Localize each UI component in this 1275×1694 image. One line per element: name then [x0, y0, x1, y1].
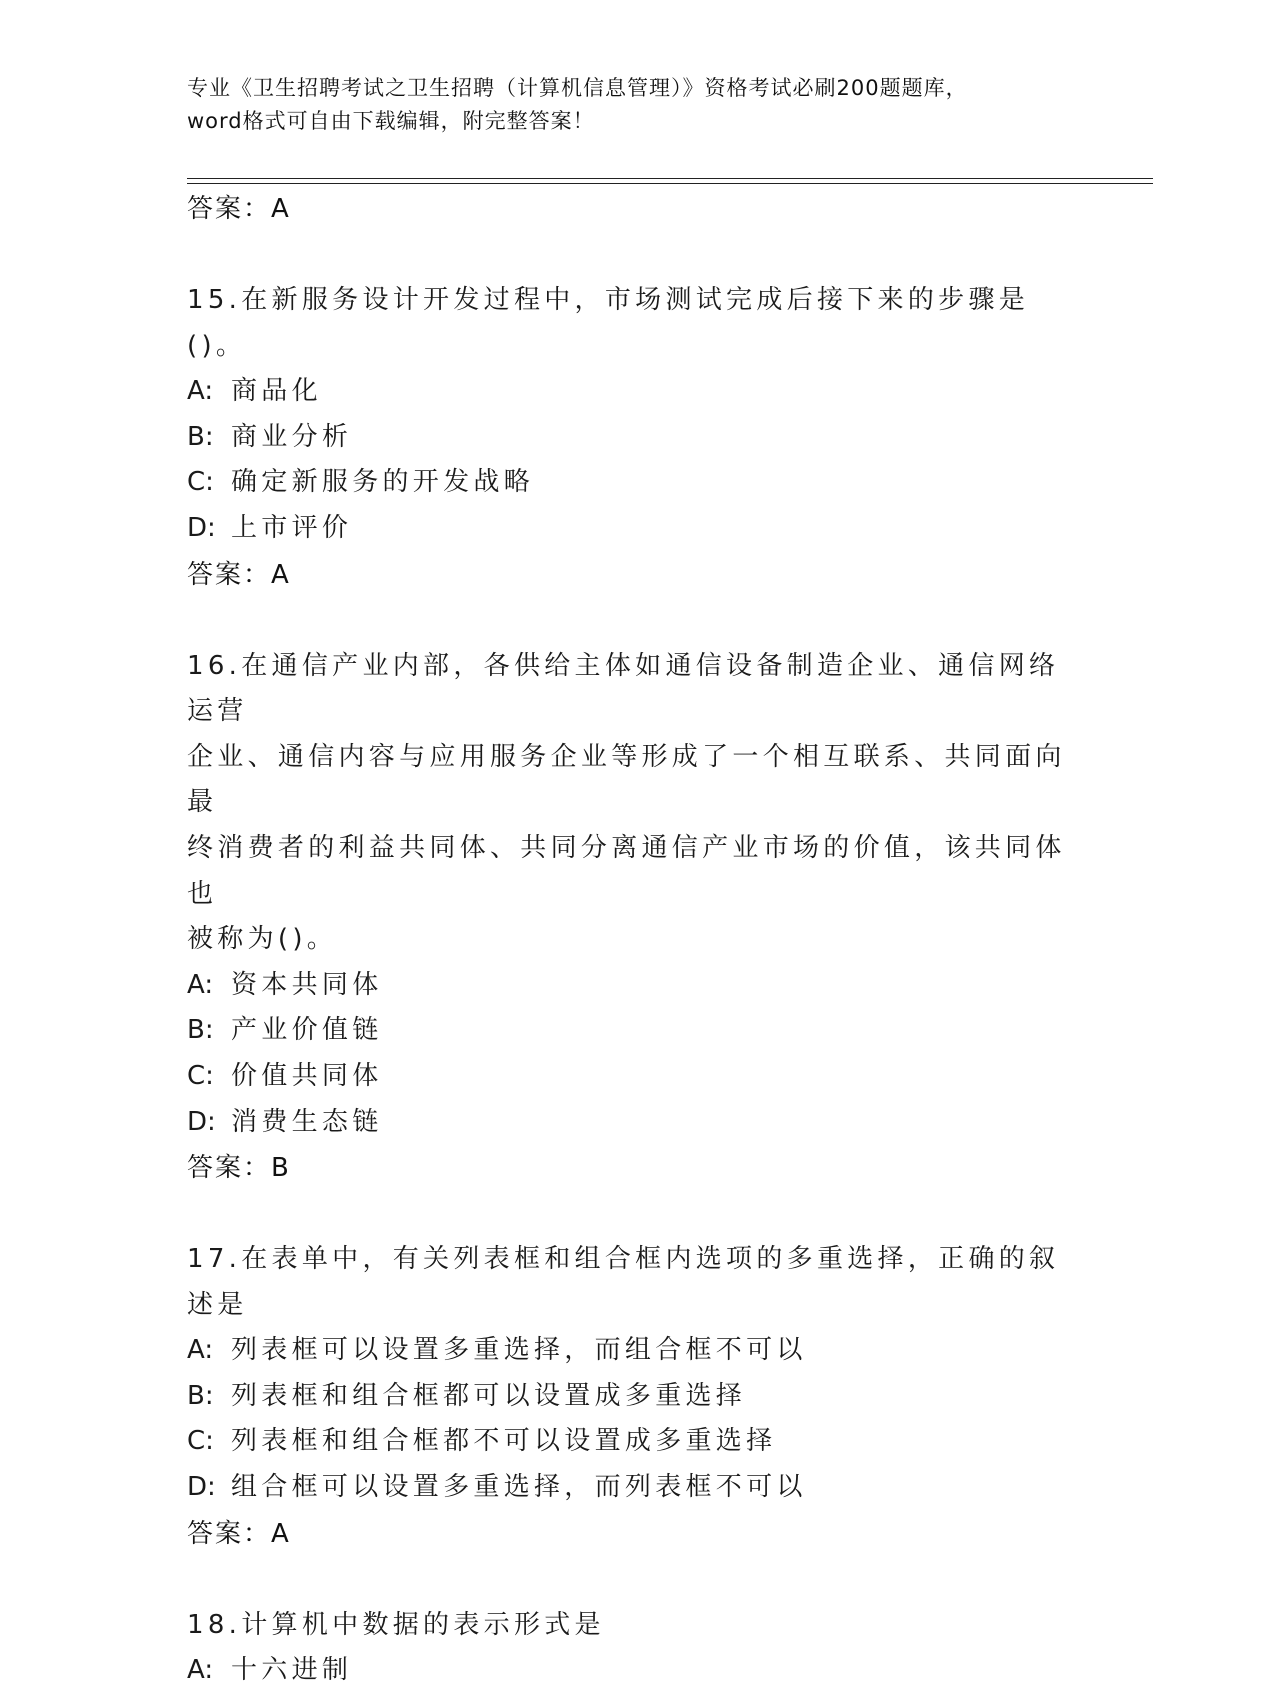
- option-text: 产业价值链: [231, 1015, 383, 1046]
- option-letter: C:: [187, 1426, 214, 1457]
- option-c: [187, 1419, 1087, 1465]
- question-text-line-2: 企业、通信内容与应用服务企业等形成了一个相互联系、共同面向最: [187, 741, 1066, 818]
- header-line-2: word格式可自由下载编辑，附完整答案！: [187, 109, 595, 133]
- question-16: [187, 644, 1087, 963]
- option-text: 商业分析: [231, 421, 353, 452]
- option-text: 列表框可以设置多重选择，而组合框不可以: [231, 1335, 807, 1366]
- question-number: 17.: [187, 1244, 242, 1275]
- question-text-line-4: 被称为()。: [187, 924, 338, 955]
- option-a: [187, 1328, 1087, 1374]
- option-text: 列表框和组合框都可以设置成多重选择: [231, 1380, 747, 1411]
- question-text: 18.计算机中数据的表示形式是: [187, 1609, 605, 1640]
- answer-label: 答案：: [187, 194, 272, 224]
- option-text: 资本共同体: [231, 969, 383, 1000]
- header-rule-bottom: [187, 183, 1153, 184]
- option-b: [187, 1374, 1087, 1420]
- answer-value: A: [271, 194, 291, 224]
- answer-label: 答案：: [187, 1153, 272, 1184]
- option-text: 价值共同体: [231, 1060, 383, 1091]
- option-letter: C:: [187, 1060, 214, 1091]
- question-text: 17.在表单中，有关列表框和组合框内选项的多重选择，正确的叙述是: [187, 1244, 1060, 1320]
- option-letter: A:: [187, 969, 214, 1000]
- option-letter: C:: [187, 467, 214, 498]
- question-number: 18.: [187, 1609, 242, 1640]
- answer-label: 答案：: [187, 559, 272, 590]
- option-d: [187, 506, 1087, 552]
- question-text-line-1: 16.在通信产业内部，各供给主体如通信设备制造企业、通信网络运营: [187, 650, 1060, 727]
- answer-value: A: [271, 1518, 291, 1549]
- option-letter: A:: [187, 376, 214, 407]
- answer-value: B: [271, 1153, 291, 1184]
- answer-line: [187, 552, 1087, 598]
- header-rule-top: [187, 178, 1153, 179]
- option-b: [187, 415, 1087, 461]
- option-letter: D:: [187, 1106, 216, 1137]
- option-text: 组合框可以设置多重选择，而列表框不可以: [231, 1472, 807, 1503]
- option-letter: B:: [187, 1015, 214, 1046]
- option-d: [187, 1465, 1087, 1511]
- option-b: [187, 1008, 1087, 1054]
- question-15: [187, 278, 1087, 369]
- option-letter: D:: [187, 1472, 216, 1503]
- question-text: 15.在新服务设计开发过程中，市场测试完成后接下来的步骤是()。: [187, 285, 1030, 361]
- option-a: [187, 963, 1087, 1009]
- question-number: 15.: [187, 285, 242, 315]
- header-line-1: 专业《卫生招聘考试之卫生招聘（计算机信息管理）》资格考试必刷200题题库，: [187, 76, 968, 100]
- option-text: 上市评价: [231, 512, 353, 543]
- answer-value: A: [271, 559, 291, 590]
- option-text: 消费生态链: [231, 1106, 383, 1137]
- option-text: 十六进制: [231, 1655, 353, 1686]
- question-17: [187, 1237, 1087, 1328]
- answer-line: [187, 1145, 1087, 1191]
- option-c: [187, 1054, 1087, 1100]
- option-a: [187, 369, 1087, 415]
- option-letter: B:: [187, 1380, 214, 1411]
- option-letter: A:: [187, 1335, 214, 1366]
- option-text: 商品化: [231, 376, 322, 407]
- option-letter: D:: [187, 512, 216, 543]
- document-body: [187, 186, 1087, 1694]
- answer-label: 答案：: [187, 1518, 272, 1549]
- question-text-line-3: 终消费者的利益共同体、共同分离通信产业市场的价值，该共同体也: [187, 832, 1066, 909]
- answer-line: [187, 186, 1087, 232]
- option-text: 列表框和组合框都不可以设置成多重选择: [231, 1426, 777, 1457]
- answer-line: [187, 1511, 1087, 1557]
- option-letter: B:: [187, 421, 214, 452]
- question-18: [187, 1603, 1087, 1649]
- document-header: [187, 72, 1087, 138]
- question-number: 16.: [187, 650, 242, 681]
- option-text: 确定新服务的开发战略: [231, 467, 535, 498]
- option-a: [187, 1648, 1087, 1694]
- option-letter: A:: [187, 1655, 214, 1686]
- option-c: [187, 460, 1087, 506]
- option-d: [187, 1100, 1087, 1146]
